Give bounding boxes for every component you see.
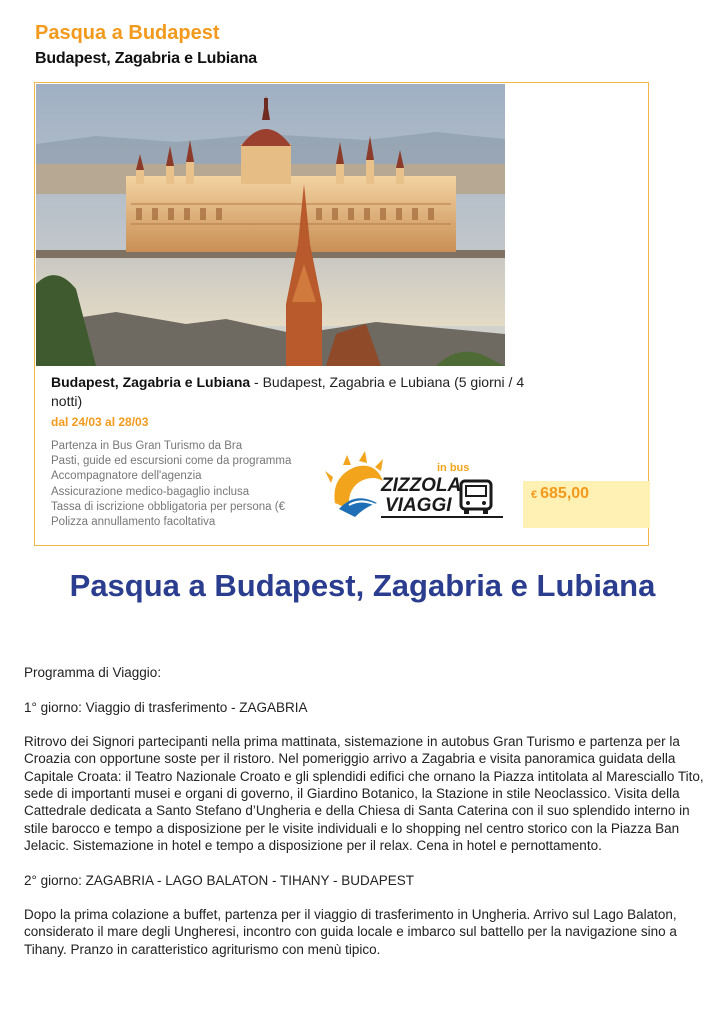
article-title: Pasqua a Budapest, Zagabria e Lubiana [69, 568, 656, 603]
day2-text: Dopo la prima colazione a buffet, partenza per il viaggio di trasferimento in Ungheria. Arrivo sul Lago Balaton, considerato il mare degli Ungheresi, incontro con guida locale e imbarco sul battello per la navigazione sino a Tihany. Pranzo in caratteristico agriturismo con menù tipico. [24, 907, 677, 957]
service-item: Polizza annullamento facoltativa [51, 516, 216, 529]
services-list [51, 439, 316, 530]
service-item: Accompagnatore dell'agenzia [51, 470, 202, 483]
day1-text: Ritrovo dei Signori partecipanti nella prima mattinata, sistemazione in autobus Gran Turismo e partenza per la Croazia con opportune soste per il ristoro. Nel pomeriggio arrivo a Zagabria e visita panoramica guidata della Capitale Croata: il Teatro Nazionale Croato e gli splendidi edifici che ornano la Piazza intitolata al Maresciallo Tito, sede di importanti musei e organi di governo, il Giardino Botanico, la Stazione in stile Neoclassico. Visita della Cattedrale dedicata a Santo Stefano d’Ungheria e della Chiesa di Santa Caterina con il suo splendido interno in stile barocco e tempo a disposizione per le visite individuali e lo shopping nel centro storico con la Piazza Ban Jelacic. Sistemazione in hotel e tempo a disposizione per il relax. Cena in hotel e pernottamento. [24, 734, 704, 853]
currency-symbol: € [531, 489, 538, 501]
offer-photo[interactable] [36, 84, 505, 366]
offer-card[interactable] [34, 82, 649, 546]
page-subtitle: Budapest, Zagabria e Lubiana [35, 50, 258, 67]
agency-logo [325, 451, 507, 523]
program-label: Programma di Viaggio: [24, 665, 162, 680]
logo-line2: VIAGGI [385, 495, 452, 516]
price [531, 485, 589, 503]
service-item: Assicurazione medico-bagaglio inclusa [51, 485, 250, 498]
offer-name[interactable]: Budapest, Zagabria e Lubiana [51, 374, 251, 390]
price-box[interactable] [523, 481, 650, 528]
logo-line1: ZIZZOLA [381, 475, 462, 496]
service-item: Tassa di iscrizione obbligatoria per persona (€ [51, 500, 285, 513]
logo-tag: in bus [437, 462, 470, 474]
budapest-parliament-image [36, 84, 505, 366]
article-body [24, 664, 704, 958]
offer-duration: - Budapest, Zagabria e Lubiana (5 giorni / 4 notti) [51, 374, 525, 409]
service-item: Pasti, guide ed escursioni come da programma [51, 455, 292, 468]
price-value: 685,00 [540, 485, 590, 502]
page-title: Pasqua a Budapest [35, 22, 220, 44]
sun-icon [325, 451, 383, 517]
bus-icon [461, 481, 491, 514]
offer-description [51, 373, 531, 411]
offer-dates: dal 24/03 al 28/03 [51, 415, 149, 429]
service-item: Partenza in Bus Gran Turismo da Bra [51, 440, 243, 452]
day2-title: 2° giorno: ZAGABRIA - LAGO BALATON - TIHANY - BUDAPEST [24, 872, 415, 888]
day1-title: 1° giorno: Viaggio di trasferimento - ZAGABRIA [24, 699, 308, 715]
